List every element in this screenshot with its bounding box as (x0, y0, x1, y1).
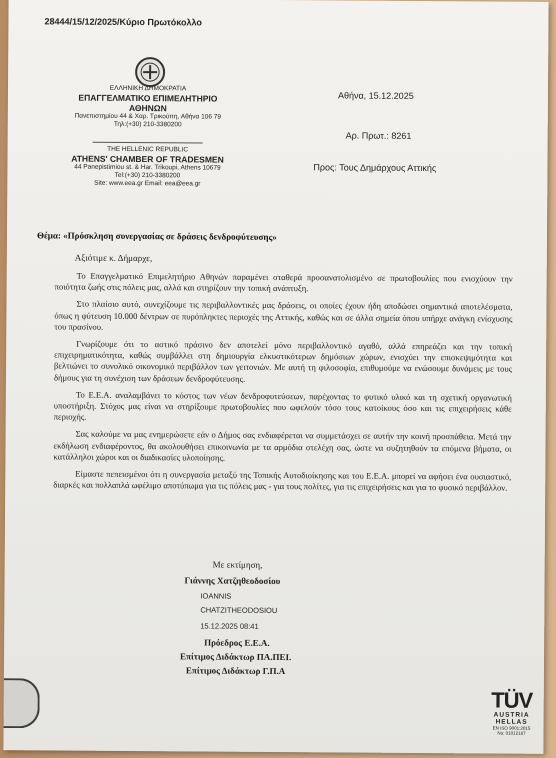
signature-timestamp: 15.12.2025 08:41 (200, 621, 259, 631)
letterhead-greek (68, 85, 228, 130)
paragraph: Είμαστε πεπεισμένοι ότι η συνεργασία μεταξύ της Τοπικής Αυτοδιοίκησης και του Ε.Ε.Α. μπορεί να αφήσει ένα ουσιαστικό, διαρκές και πολλαπλά ωφέλιμο αποτύπωμα για τις πόλεις μας - για τους πολίτες, για τις επιχειρήσεις και για το φυσικό περιβάλλον. (53, 468, 512, 493)
letterhead-phone-en: Tel:(+30) 210-3380200 (114, 171, 181, 180)
letterhead-site-email: Site: www.eea.gr Email: eea@eea.gr (94, 179, 201, 188)
greeting: Αξιότιμε κ. Δήμαρχε, (74, 252, 153, 264)
place-date: Αθήνα, 15.12.2025 (337, 90, 414, 101)
letterhead-english (67, 139, 227, 189)
greek-coat-of-arms-icon (135, 57, 165, 87)
letterhead-divider (93, 142, 203, 144)
paragraph: Στο πλαίσιο αυτό, συνεχίζουμε τις περιβαλλοντικές μας δράσεις, οι οποίες έχουν ήδη αποδώσει σημαντικά αποτελέσματα, όπως η φύτευση 10.000 δέντρων σε πυρόπληκτες περιοχές της Αττικής, καθώς και σε άλλα σημεία όπου υπήρχε ανάγκη ενίσχυσης του πρασίνου. (54, 299, 513, 332)
letterhead-republic-gr: ΕΛΛΗΝΙΚΗ ΔΗΜΟΚΡΑΤΙΑ (109, 84, 187, 93)
signatory-title-president: Πρόεδρος Ε.Ε.Α. (204, 637, 270, 648)
tuv-brand: TÜV (491, 687, 533, 713)
signatory-title-papei: Επίτιμος Διδάκτωρ ΠΑ.ΠΕΙ. (180, 651, 292, 663)
protocol-no: Αρ. Πρωτ.: 8261 (345, 130, 412, 141)
recipient: Προς: Τους Δημάρχους Αττικής (313, 162, 437, 174)
letterhead-address-gr: Πανεπιστημίου 44 & Χαρ. Τρικούπη, Αθήνα 106 79 (74, 112, 222, 121)
letterhead-city-gr: ΑΘΗΝΩΝ (128, 102, 167, 114)
signatory-latin-first: IOANNIS (200, 591, 232, 601)
closing: Με εκτίμηση, (212, 559, 263, 570)
subject-line: Θέμα: «Πρόσκληση συνεργασίας σε δράσεις δενδροφύτευσης» (36, 230, 277, 243)
signatory-latin-last: CHATZITHEODOSIOU (200, 605, 278, 616)
paragraph: Το Επαγγελματικό Επιμελητήριο Αθηνών παραμένει σταθερά προσανατολισμένο σε πρωτοβουλίες που ενισχύουν την ποιότητα ζωής στις πόλεις μας, αλλά και στηρίζουν την τοπική ανάπτυξη. (54, 270, 513, 294)
tuv-cert-2: No: 01012187 (497, 730, 526, 736)
letter-page (3, 0, 548, 754)
signatory-title-gpa: Επίτιμος Διδάκτωρ Γ.Π.Α (185, 665, 286, 677)
letterhead-address-en: 44 Panepistimiou st. & Har. Trikoupi, Athens 10679 (74, 163, 221, 172)
paragraph: Σας καλούμε να μας ενημερώσετε εάν ο Δήμος σας ενδιαφέρεται να συμμετάσχει σε αυτήν την κοινή προσπάθεια. Μετά την εκδήλωση ενδιαφέροντος, θα ακολουθήσει επικοινωνία με τα αρμόδια στελέχη σας, ώστε να συζητηθούν τα επόμενα βήματα, οι κατάλληλοι χώροι και οι διαδικασίες υλοποίησης. (53, 429, 512, 463)
letter-body (53, 270, 513, 500)
tuv-certification-logo (479, 689, 543, 735)
paragraph: Γνωρίζουμε ότι το αστικό πράσινο δεν αποτελεί μόνο περιβαλλοντικό αγαθό, αλλά επηρεάζει και την τοπική επιχειρηματικότητα, καθώς συμβάλλει στη δημιουργία ελκυστικότερων δημόσιων χώρων, ενισχύει την επισκεψιμότητα και βελτιώνει το συνολικό οικονομικό περιβάλλον των γειτονιών. Με αυτή τη φιλοσοφία, επιθυμούμε να ενώσουμε δυνάμεις με τους δήμους για τη συνέχιση των δράσεων δενδροφύτευσης. (53, 338, 513, 384)
official-stamp (4, 678, 40, 728)
letterhead-chamber-gr: ΕΠΑΓΓΕΛΜΑΤΙΚΟ ΕΠΙΜΕΛΗΤΗΡΙΟ (78, 92, 218, 104)
letterhead-phone-gr: Τηλ:(+30) 210-3380200 (113, 120, 182, 129)
protocol-number-header: 28444/15/12/2025/Κύριο Πρωτόκολλο (44, 16, 202, 28)
letterhead-chamber-en: ATHENS' CHAMBER OF TRADESMEN (71, 153, 224, 165)
paragraph: Το Ε.Ε.Α. αναλαμβάνει το κόστος των νέων δενδροφυτεύσεων, παρέχοντας το φυτικό υλικό και τη σχετική οργανωτική υποστήριξη. Στόχος μας είναι να στηρίξουμε πρωτοβουλίες που ωφελούν τόσο τους κατοίκους όσο και τις επιχειρήσεις κάθε περιοχής. (53, 389, 512, 422)
letterhead-republic-en: THE HELLENIC REPUBLIC (107, 145, 189, 154)
signatory-name: Γιάννης Χατζηθεοδοσίου (184, 575, 281, 587)
tuv-cert-1: EN ISO 9001:2015 (492, 725, 531, 731)
tuv-sub: AUSTRIA HELLAS (493, 711, 530, 726)
